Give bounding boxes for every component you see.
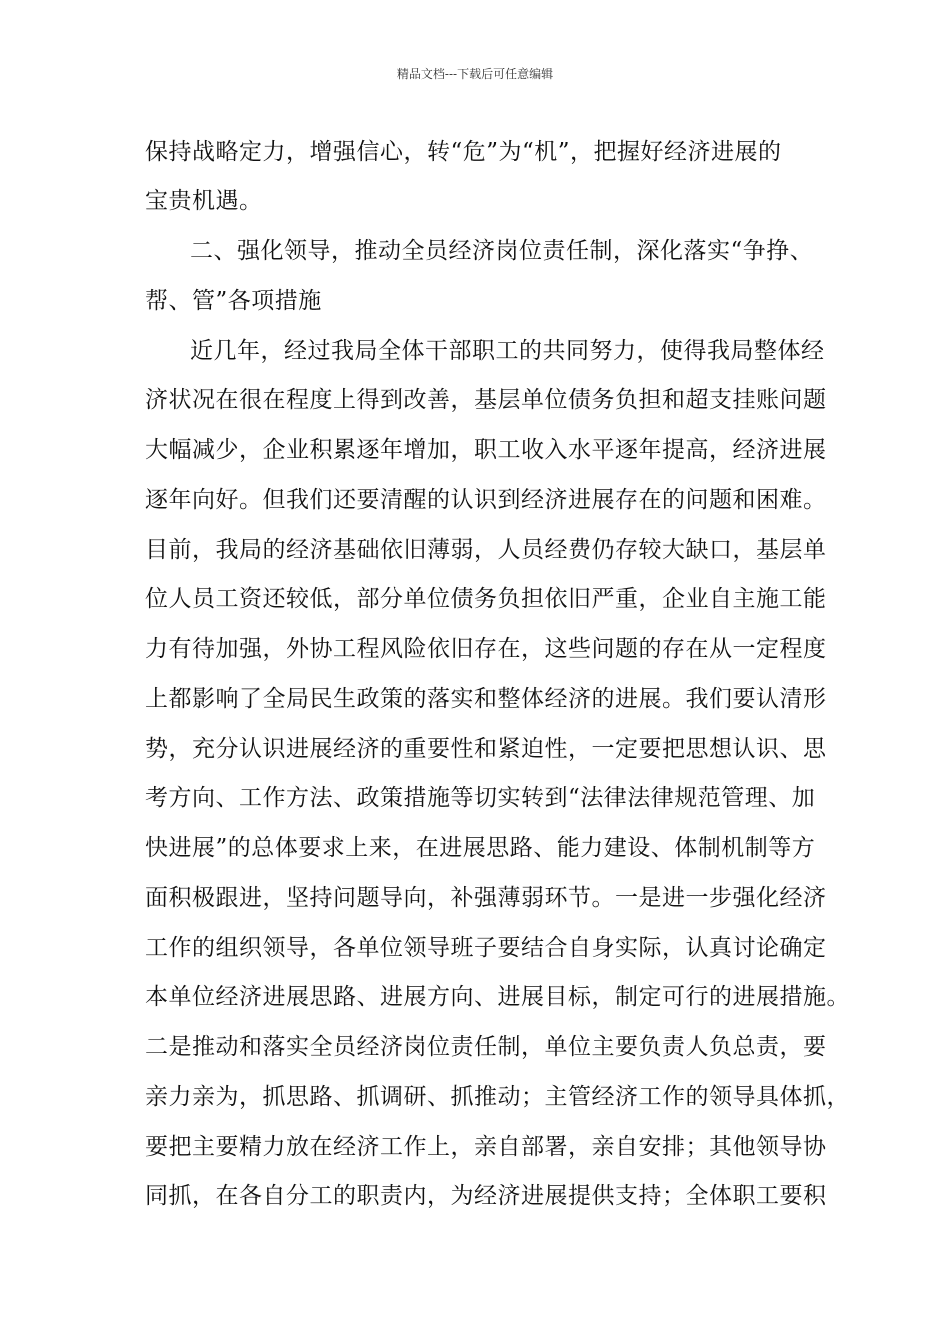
text-line: 面积极跟进，坚持问题导向，补强薄弱环节。一是进一步强化经济 [145,885,827,911]
section-heading-line: 二、强化领导，推动全员经济岗位责任制，深化落实“争挣、 [190,238,814,264]
text-line: 要把主要精力放在经济工作上，亲自部署，亲自安排；其他领导协 [145,1134,827,1160]
text-line: 本单位经济进展思路、进展方向、进展目标，制定可行的进展措施。 [145,984,850,1010]
text-line: 位人员工资还较低，部分单位债务负担依旧严重，企业自主施工能 [145,586,827,612]
page-header: 精品文档---下载后可任意编辑 [396,67,554,81]
text-line: 济状况在很在程度上得到改善，基层单位债务负担和超支挂账问题 [145,387,827,413]
text-line: 目前，我局的经济基础依旧薄弱，人员经费仍存较大缺口，基层单 [145,537,827,563]
text-line: 工作的组织领导，各单位领导班子要结合自身实际，认真讨论确定 [145,935,827,961]
text-line: 保持战略定力，增强信心，转“危”为“机”，把握好经济进展的 [145,139,782,165]
text-line: 同抓，在各自分工的职责内，为经济进展提供支持；全体职工要积 [145,1183,827,1209]
text-line: 近几年，经过我局全体干部职工的共同努力，使得我局整体经 [190,338,825,364]
text-line: 上都影响了全局民生政策的落实和整体经济的进展。我们要认清形 [145,686,827,712]
section-heading-line: 帮、管”各项措施 [145,288,322,314]
text-line: 大幅减少，企业积累逐年增加，职工收入水平逐年提高，经济进展 [145,437,827,463]
text-line: 力有待加强，外协工程风险依旧存在，这些问题的存在从一定程度 [145,636,827,662]
text-line: 宝贵机遇。 [145,188,263,214]
text-line: 势，充分认识进展经济的重要性和紧迫性，一定要把思想认识、思 [145,736,827,762]
text-line: 考方向、工作方法、政策措施等切实转到“法律法律规范管理、加 [145,785,816,811]
text-line: 亲力亲为，抓思路、抓调研、抓推动；主管经济工作的领导具体抓， [145,1084,850,1110]
text-line: 逐年向好。但我们还要清醒的认识到经济进展存在的问题和困难。 [145,487,827,513]
text-line: 快进展”的总体要求上来，在进展思路、能力建设、体制机制等方 [145,835,816,861]
text-line: 二是推动和落实全员经济岗位责任制，单位主要负责人负总责，要 [145,1034,827,1060]
